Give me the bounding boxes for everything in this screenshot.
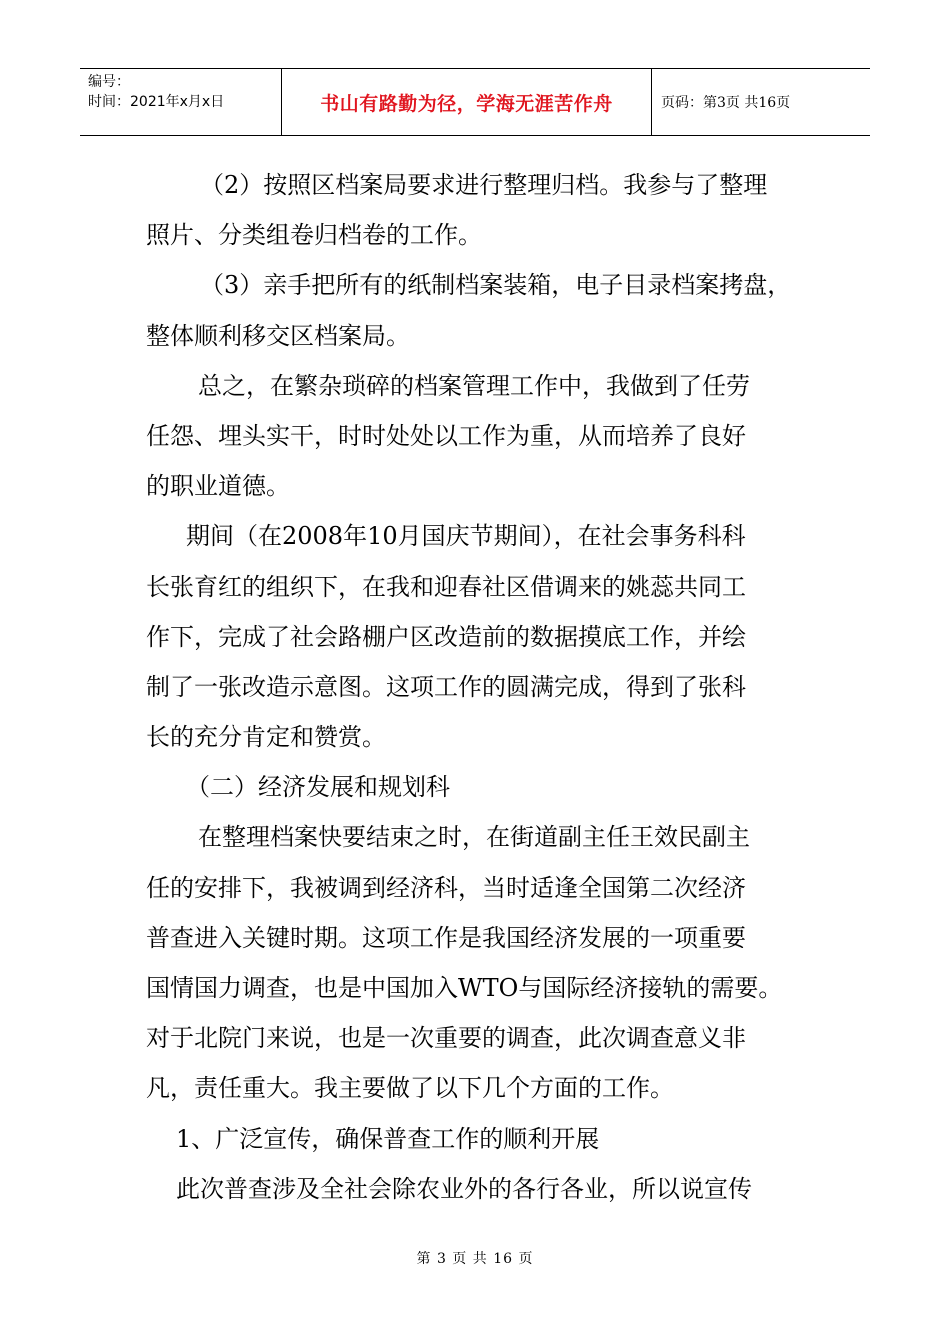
subsection-heading: 1、广泛宣传，确保普查工作的顺利开展 [176, 1124, 600, 1153]
paragraph-line: 照片、分类组卷归档卷的工作。 [146, 221, 482, 250]
paragraph-line: 任怨、埋头实干，时时处处以工作为重，从而培养了良好 [146, 421, 746, 450]
paragraph-line: 对于北院门来说，也是一次重要的调查，此次调查意义非 [146, 1024, 746, 1053]
document-number-label: 编号： [88, 74, 130, 90]
paragraph-line: 凡，责任重大。我主要做了以下几个方面的工作。 [146, 1074, 674, 1103]
paragraph-line: 任的安排下，我被调到经济科，当时适逢全国第二次经济 [146, 873, 746, 902]
paragraph-line: （2）按照区档案局要求进行整理归档。我参与了整理 [200, 171, 768, 199]
document-body [146, 160, 822, 1214]
paragraph-line: 此次普查涉及全社会除农业外的各行各业，所以说宣传 [176, 1174, 752, 1203]
paragraph-line: 普查进入关键时期。这项工作是我国经济发展的一项重要 [146, 923, 746, 952]
page-footer: 第 3 页 共 16 页 [416, 1251, 534, 1267]
paragraph-line: 长的充分肯定和赞赏。 [146, 723, 386, 752]
paragraph-line: 期间（在2008年10月国庆节期间），在社会事务科科 [186, 522, 746, 551]
paragraph-line: 国情国力调查，也是中国加入WTO与国际经济接轨的需要。 [146, 974, 783, 1002]
paragraph-line: 制了一张改造示意图。这项工作的圆满完成，得到了张科 [146, 672, 746, 701]
page-header [80, 68, 870, 136]
paragraph-line: 作下，完成了社会路棚户区改造前的数据摸底工作，并绘 [146, 622, 746, 651]
header-meta [80, 69, 282, 135]
section-heading: （二）经济发展和规划科 [186, 773, 450, 802]
paragraph-line: 总之，在繁杂琐碎的档案管理工作中，我做到了任劳 [198, 371, 750, 400]
paragraph-line: 在整理档案快要结束之时，在街道副主任王效民副主 [198, 823, 750, 852]
paragraph-line: 长张育红的组织下，在我和迎春社区借调来的姚蕊共同工 [146, 572, 746, 601]
paragraph-line: 整体顺利移交区档案局。 [146, 321, 410, 350]
document-time: 时间：2021年x月x日 [88, 94, 225, 110]
paragraph-line: （3）亲手把所有的纸制档案装箱，电子目录档案拷盘， [200, 271, 792, 300]
header-motto: 书山有路勤为径，学海无涯苦作舟 [282, 69, 652, 135]
paragraph-line: 的职业道德。 [146, 472, 290, 501]
header-page-info: 页码：第3页 共16页 [661, 95, 791, 111]
